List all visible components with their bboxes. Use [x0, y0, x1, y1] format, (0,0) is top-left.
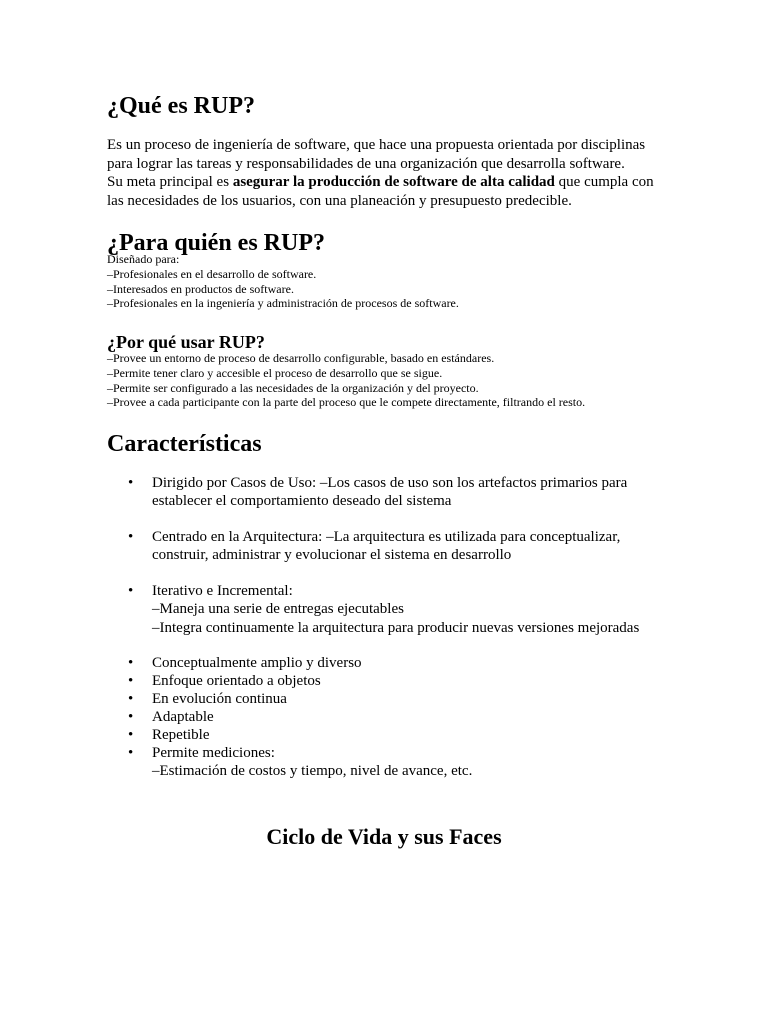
bullet-icon: • [128, 691, 134, 707]
bullet-item [128, 744, 473, 781]
para-quien-list [107, 252, 459, 311]
bullet-item [128, 528, 621, 565]
bullet-line: Centrado en la Arquitectura: –La arquitectura es utilizada para conceptualizar, [152, 529, 621, 545]
paragraph-line: Es un proceso de ingeniería de software, que hace una propuesta orientada por disciplinas [107, 137, 646, 153]
paragraph-text: que cumpla con [554, 174, 654, 191]
bullet-icon: • [128, 583, 134, 599]
bullet-icon: • [128, 655, 134, 671]
bullet-line: Conceptualmente amplio y diverso [152, 655, 362, 671]
list-item: –Permite tener claro y accesible el proceso de desarrollo que se sigue. [107, 365, 443, 380]
bullet-line: Adaptable [152, 709, 214, 725]
bullet-item [128, 672, 321, 690]
bullet-line: establecer el comportamiento deseado del sistema [152, 493, 452, 510]
bullet-line: Dirigido por Casos de Uso: –Los casos de uso son los artefactos primarios para [152, 475, 628, 491]
paragraph-line [107, 173, 654, 192]
bullet-icon: • [128, 745, 134, 761]
list-item: –Profesionales en el desarrollo de software. [107, 266, 317, 281]
paragraph-bold-text: asegurar la producción de software de alta calidad [232, 174, 555, 191]
section-title-por-que: ¿Por qué usar RUP? [107, 332, 265, 352]
bullet-icon: • [128, 673, 134, 689]
bullet-icon: • [128, 475, 134, 491]
bullet-line: Iterativo e Incremental: [152, 583, 293, 599]
list-item: –Provee a cada participante con la parte del proceso que le compete directamente, filtrando el resto. [107, 395, 586, 410]
section-title-para-quien: ¿Para quién es RUP? [107, 230, 325, 256]
bullet-item [128, 474, 628, 511]
bullet-icon: • [128, 709, 134, 725]
bullet-line: Repetible [152, 727, 210, 743]
list-item: –Provee un entorno de proceso de desarrollo configurable, basado en estándares. [107, 351, 495, 365]
paragraph-line: las necesidades de los usuarios, con una planeación y presupuesto predecible. [107, 193, 572, 210]
paragraph-line: para lograr las tareas y responsabilidades de una organización que desarrolla software. [107, 155, 625, 172]
bullet-item [128, 582, 640, 637]
bullet-item [128, 690, 287, 708]
bullet-line: –Maneja una serie de entregas ejecutables [152, 601, 404, 618]
bullet-line: –Integra continuamente la arquitectura para producir nuevas versiones mejoradas [152, 619, 640, 636]
bullet-line: En evolución continua [152, 691, 287, 707]
bullet-item [128, 708, 214, 726]
bullet-line: –Estimación de costos y tiempo, nivel de avance, etc. [152, 763, 473, 780]
bullet-icon: • [128, 727, 134, 743]
que-es-rup-paragraph [107, 136, 654, 211]
bullet-line: construir, administrar y evolucionar el sistema en desarrollo [152, 547, 512, 564]
list-item: –Interesados en productos de software. [107, 281, 294, 296]
paragraph-text: Su meta principal es [107, 174, 233, 191]
section-title-caracteristicas: Características [107, 431, 262, 457]
list-item: Diseñado para: [107, 252, 180, 266]
por-que-list [107, 351, 585, 410]
bullet-item [128, 654, 362, 672]
section-title-que-es-rup: ¿Qué es RUP? [107, 93, 255, 119]
list-item: –Permite ser configurado a las necesidades de la organización y del proyecto. [107, 380, 479, 395]
bullet-line: Enfoque orientado a objetos [152, 673, 321, 689]
bullet-line: Permite mediciones: [152, 745, 275, 761]
section-title-ciclo-de-vida: Ciclo de Vida y sus Faces [266, 824, 502, 849]
bullet-item [128, 726, 210, 744]
list-item: –Profesionales en la ingeniería y administración de procesos de software. [107, 296, 459, 311]
bullet-icon: • [128, 529, 134, 545]
